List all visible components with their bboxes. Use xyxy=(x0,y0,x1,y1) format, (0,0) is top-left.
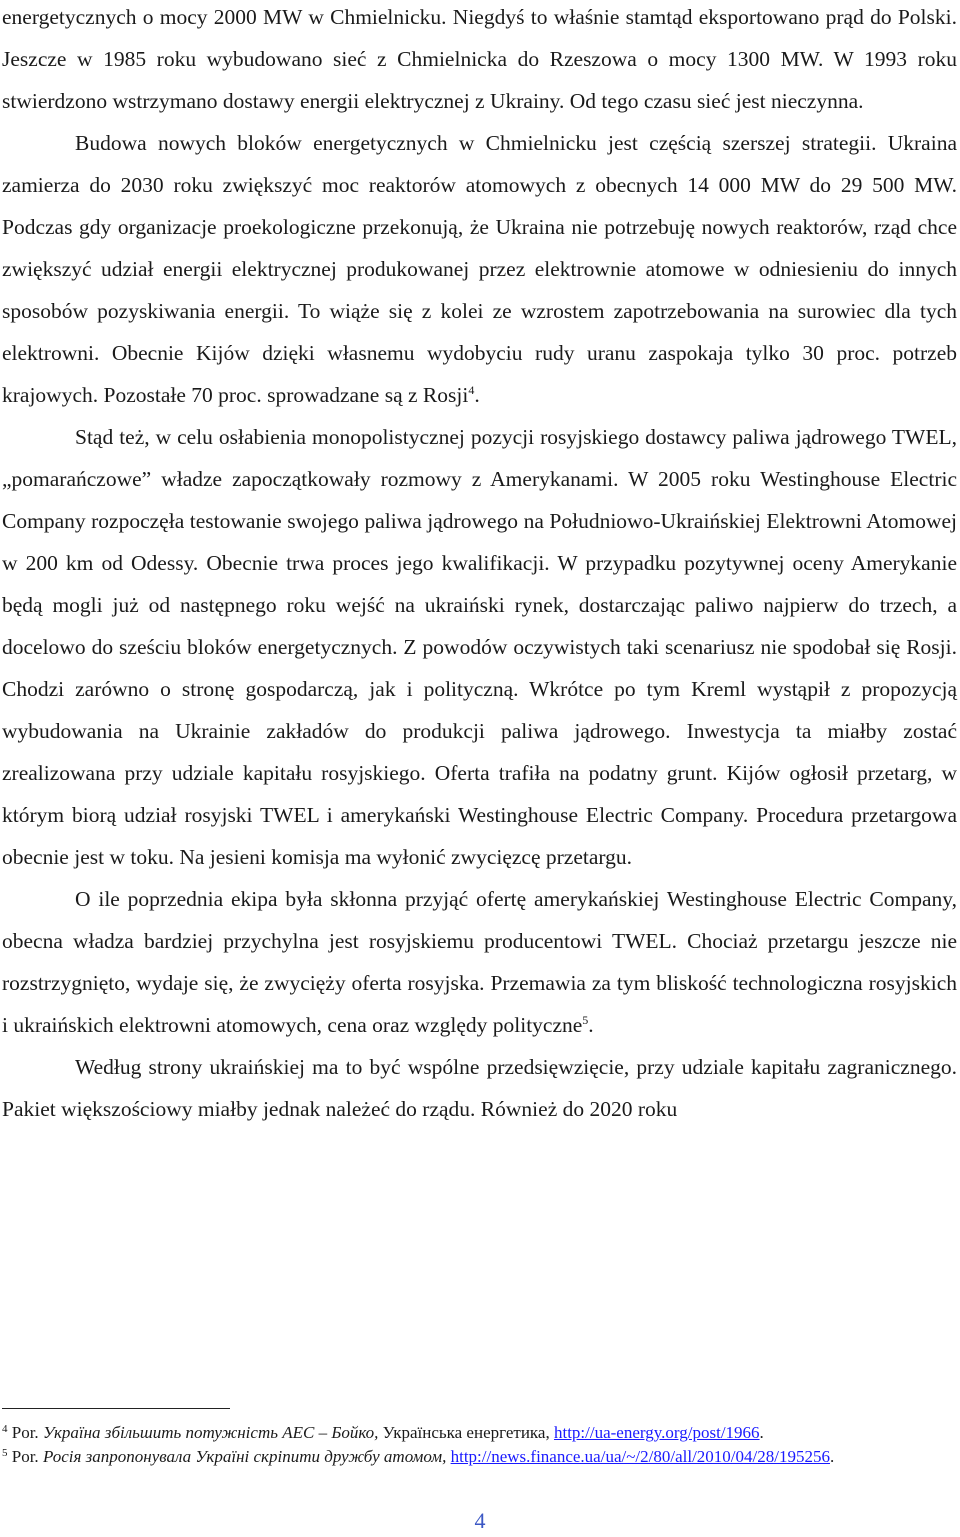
footnote-number: 5 xyxy=(2,1447,8,1459)
footnote-link[interactable]: http://ua-energy.org/post/1966 xyxy=(553,1423,760,1442)
paragraph-text-end: . xyxy=(474,383,480,407)
paragraph xyxy=(2,1046,957,1130)
body-text xyxy=(2,0,957,1130)
paragraph xyxy=(2,416,957,878)
footnote-reference[interactable]: 5 xyxy=(582,1013,589,1027)
footnote xyxy=(2,1445,957,1469)
footnote-number: 4 xyxy=(2,1423,8,1435)
footnote-end: . xyxy=(829,1447,835,1466)
paragraph-text: Według strony ukraińskiej ma to być wspólne przedsięwzięcie, przy udziale kapitału zagranicznego. Pakiet większościowy miałby jednak należeć do rządu. Również do 2020 roku xyxy=(2,1055,957,1121)
paragraph xyxy=(2,878,957,1046)
footnote-end: . xyxy=(759,1423,764,1442)
footnote-link[interactable]: http://news.finance.ua/ua/~/2/80/all/2010/04/28/195256 xyxy=(450,1447,830,1466)
paragraph-text: Budowa nowych bloków energetycznych w Chmielnicku jest częścią szerszej strategii. Ukraina zamierza do 2030 roku zwiększyć moc reaktorów atomowych z obecnych 14 000 MW do 29 500 MW. Podczas gdy organizacje proekologiczne przekonują, że Ukraina nie potrzebuję nowych reaktorów, rząd chce zwiększyć udział energii elektrycznej produkowanej przez elektrownie atomowe w odniesieniu do innych sposobów pozyskiwania energii. To wiąże się z kolei ze wzrostem zapotrzebowania na surowiec dla tych elektrowni. Obecnie Kijów dzięki własnemu wydobyciu rudy uranu zaspokaja tylko 30 proc. potrzeb krajowych. Pozostałe 70 proc. sprowadzane są z Rosji xyxy=(2,131,957,407)
footnote-prefix: Por. xyxy=(11,1423,43,1442)
footnotes xyxy=(2,1421,957,1469)
footnote-reference[interactable]: 4 xyxy=(468,383,475,397)
paragraph-text-end: . xyxy=(588,1013,594,1037)
footnote-separator xyxy=(2,1408,230,1409)
footnote-title: Україна збільшить потужність АЕС – Бойко, xyxy=(42,1423,379,1442)
paragraph xyxy=(2,122,957,416)
paragraph-text: energetycznych o mocy 2000 MW w Chmielnicku. Niegdyś to właśnie stamtąd eksportowano prąd do Polski. Jeszcze w 1985 roku wybudowano sieć z Chmielnicka do Rzeszowa o mocy 1300 MW. W 1993 roku stwierdzono wstrzymano dostawy energii elektrycznej z Ukrainy. Od tego czasu sieć jest nieczynna. xyxy=(2,5,957,113)
footnote-source: Українська енергетика, xyxy=(378,1423,554,1442)
footnote xyxy=(2,1421,957,1445)
footnote-title: Росія запропонувала Україні скріпити дружбу атомом, xyxy=(42,1447,447,1466)
paragraph xyxy=(2,0,957,122)
paragraph-text: O ile poprzednia ekipa była skłonna przyjąć ofertę amerykańskiej Westinghouse Electric Company, obecna władza bardziej przychylna jest rosyjskiemu producentowi TWEL. Chociaż przetargu jeszcze nie rozstrzygnięto, wydaje się, że zwycięży oferta rosyjska. Przemawia za tym bliskość technologiczna rosyjskich i ukraińskich elektrowni atomowych, cena oraz względy polityczne xyxy=(2,887,957,1037)
footnote-prefix: Por. xyxy=(11,1447,43,1466)
page-number: 4 xyxy=(474,1508,486,1533)
paragraph-text: Stąd też, w celu osłabienia monopolistycznej pozycji rosyjskiego dostawcy paliwa jądrowego TWEL, „pomarańczowe” władze zapoczątkowały rozmowy z Amerykanami. W 2005 roku Westinghouse Electric Company rozpoczęła testowanie swojego paliwa jądrowego na Południowo-Ukraińskiej Elektrowni Atomowej w 200 km od Odessy. Obecnie trwa proces jego kwalifikacji. W przypadku pozytywnej oceny Amerykanie będą mogli już od następnego roku wejść na ukraiński rynek, dostarczając paliwo najpierw do trzech, a docelowo do sześciu bloków energetycznych. Z powodów oczywistych taki scenariusz nie spodobał się Rosji. Chodzi zarówno o stronę gospodarczą, jak i polityczną. Wkrótce po tym Kreml wystąpił z propozycją wybudowania na Ukrainie zakładów do produkcji paliwa jądrowego. Inwestycja ta miałby zostać zrealizowana przy udziale kapitału rosyjskiego. Oferta trafiła na podatny grunt. Kijów ogłosił przetarg, w którym biorą udział rosyjski TWEL i amerykański Westinghouse Electric Company. Procedura przetargowa obecnie jest w toku. Na jesieni komisja ma wyłonić zwycięzcę przetargu. xyxy=(2,425,957,869)
